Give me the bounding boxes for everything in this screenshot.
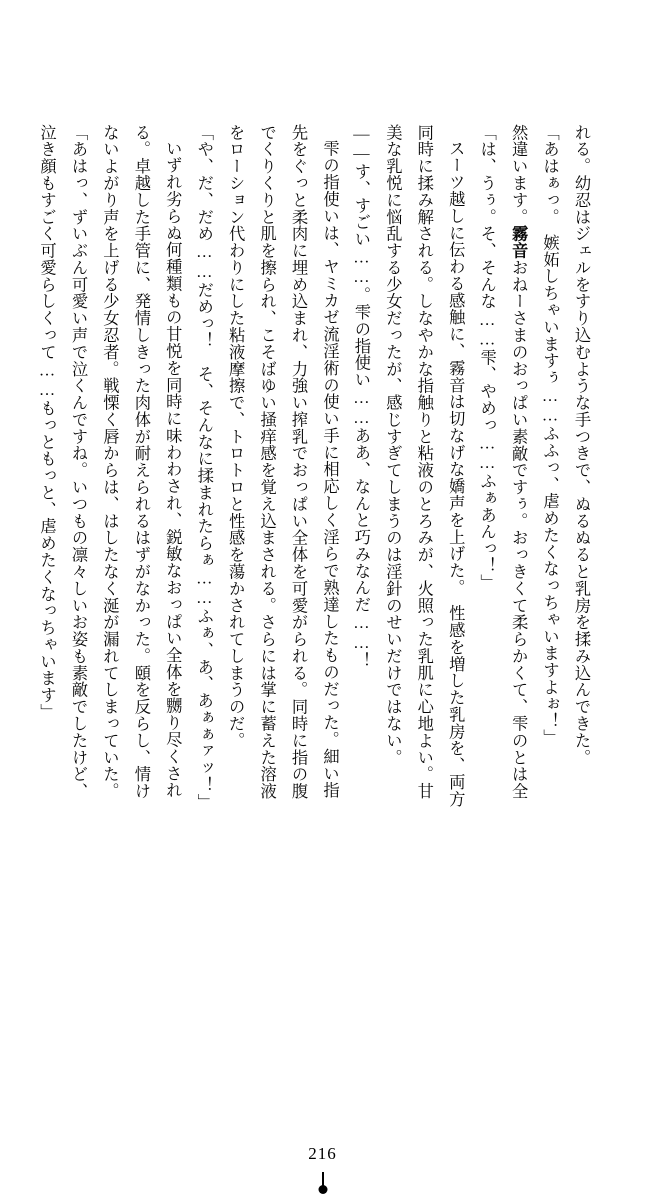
paragraph-text-post: おねーさまのおっぱい素敵ですぅ。おっきくて柔らかくて、雫のとは全 bbox=[509, 259, 529, 800]
paragraph: 同時に揉み解される。しなやかな指触りと粘液のとろみが、火照った乳肌に心地よい。甘 bbox=[414, 124, 434, 800]
paragraph: ないよがり声を上げる少女忍者。戦慄く唇からは、はしたなく涎が漏れてしまっていた。 bbox=[100, 124, 120, 800]
paragraph: 「や、だ、だめ……だめっ！ そ、そんなに揉まれたらぁ……ふぁ、あ、あぁぁァッ！」 bbox=[194, 124, 214, 811]
paragraph: 「あはっ、ずいぶん可愛い声で泣くんですね。いつもの凛々しいお姿も素敵でしたけど、 bbox=[69, 124, 88, 800]
paragraph: 「は、うぅ。そ、そんな……雫、やめっ……ふぁあんっ！」 bbox=[477, 124, 497, 591]
paragraph: 先をぐっと柔肉に埋め込まれ、力強い搾乳でおっぱい全体を可愛がられる。同時に指の腹 bbox=[289, 124, 309, 800]
emphasized-name: 霧音 bbox=[509, 225, 529, 260]
paragraph: る。卓越した手管に、発情しきった肉体が耐えられるはずがなかった。頤を反らし、情け bbox=[131, 124, 151, 800]
paragraph: 泣き顔もすごく可愛らしくって……もっともっと、虐めたくなっちゃいます」 bbox=[37, 124, 57, 721]
paragraph: 「あはぁっ。 嫉妬しちゃいますぅ……ふふっ、虐めたくなっちゃいますよぉ！」 bbox=[540, 124, 560, 747]
paragraph: いずれ劣らぬ何種類もの甘悦を同時に味わわされ、鋭敏なおっぱい全体を嬲り尽くされ bbox=[163, 140, 183, 799]
spine-mark-dot bbox=[318, 1185, 327, 1194]
paragraph: でくりくりと肌を擦られ、こそばゆい掻痒感を覚え込まされる。さらには掌に蓄えた溶液 bbox=[257, 124, 277, 800]
body-text bbox=[37, 124, 597, 1044]
paragraph-with-emphasis bbox=[503, 124, 534, 1044]
spine-mark-line bbox=[322, 1172, 324, 1186]
page-number: 216 bbox=[308, 1144, 337, 1163]
paragraph: 雫の指使いは、ヤミカゼ流淫術の使い手に相応しく淫らで熟達したものだった。細い指 bbox=[320, 140, 340, 799]
paragraph: をローション代わりにした粘液摩擦で、トロトロと性感を蕩かされてしまうのだ。 bbox=[226, 124, 246, 749]
paragraph: ——す、すごい……。雫の指使い……ああ、なんと巧みなんだ……！ bbox=[351, 124, 371, 670]
paragraph: れる。幼忍はジェルをすり込むような手つきで、ぬるぬると乳房を揉み込んできた。 bbox=[572, 124, 591, 766]
paragraph: 美な乳悦に悩乱する少女だったが、感じすぎてしまうのは淫針のせいだけではない。 bbox=[383, 124, 403, 766]
paragraph: スーツ越しに伝わる感触に、霧音は切なげな嬌声を上げた。 性感を増した乳房を、両方 bbox=[446, 140, 466, 808]
paragraph-text-pre: 然違います。 bbox=[509, 124, 529, 226]
